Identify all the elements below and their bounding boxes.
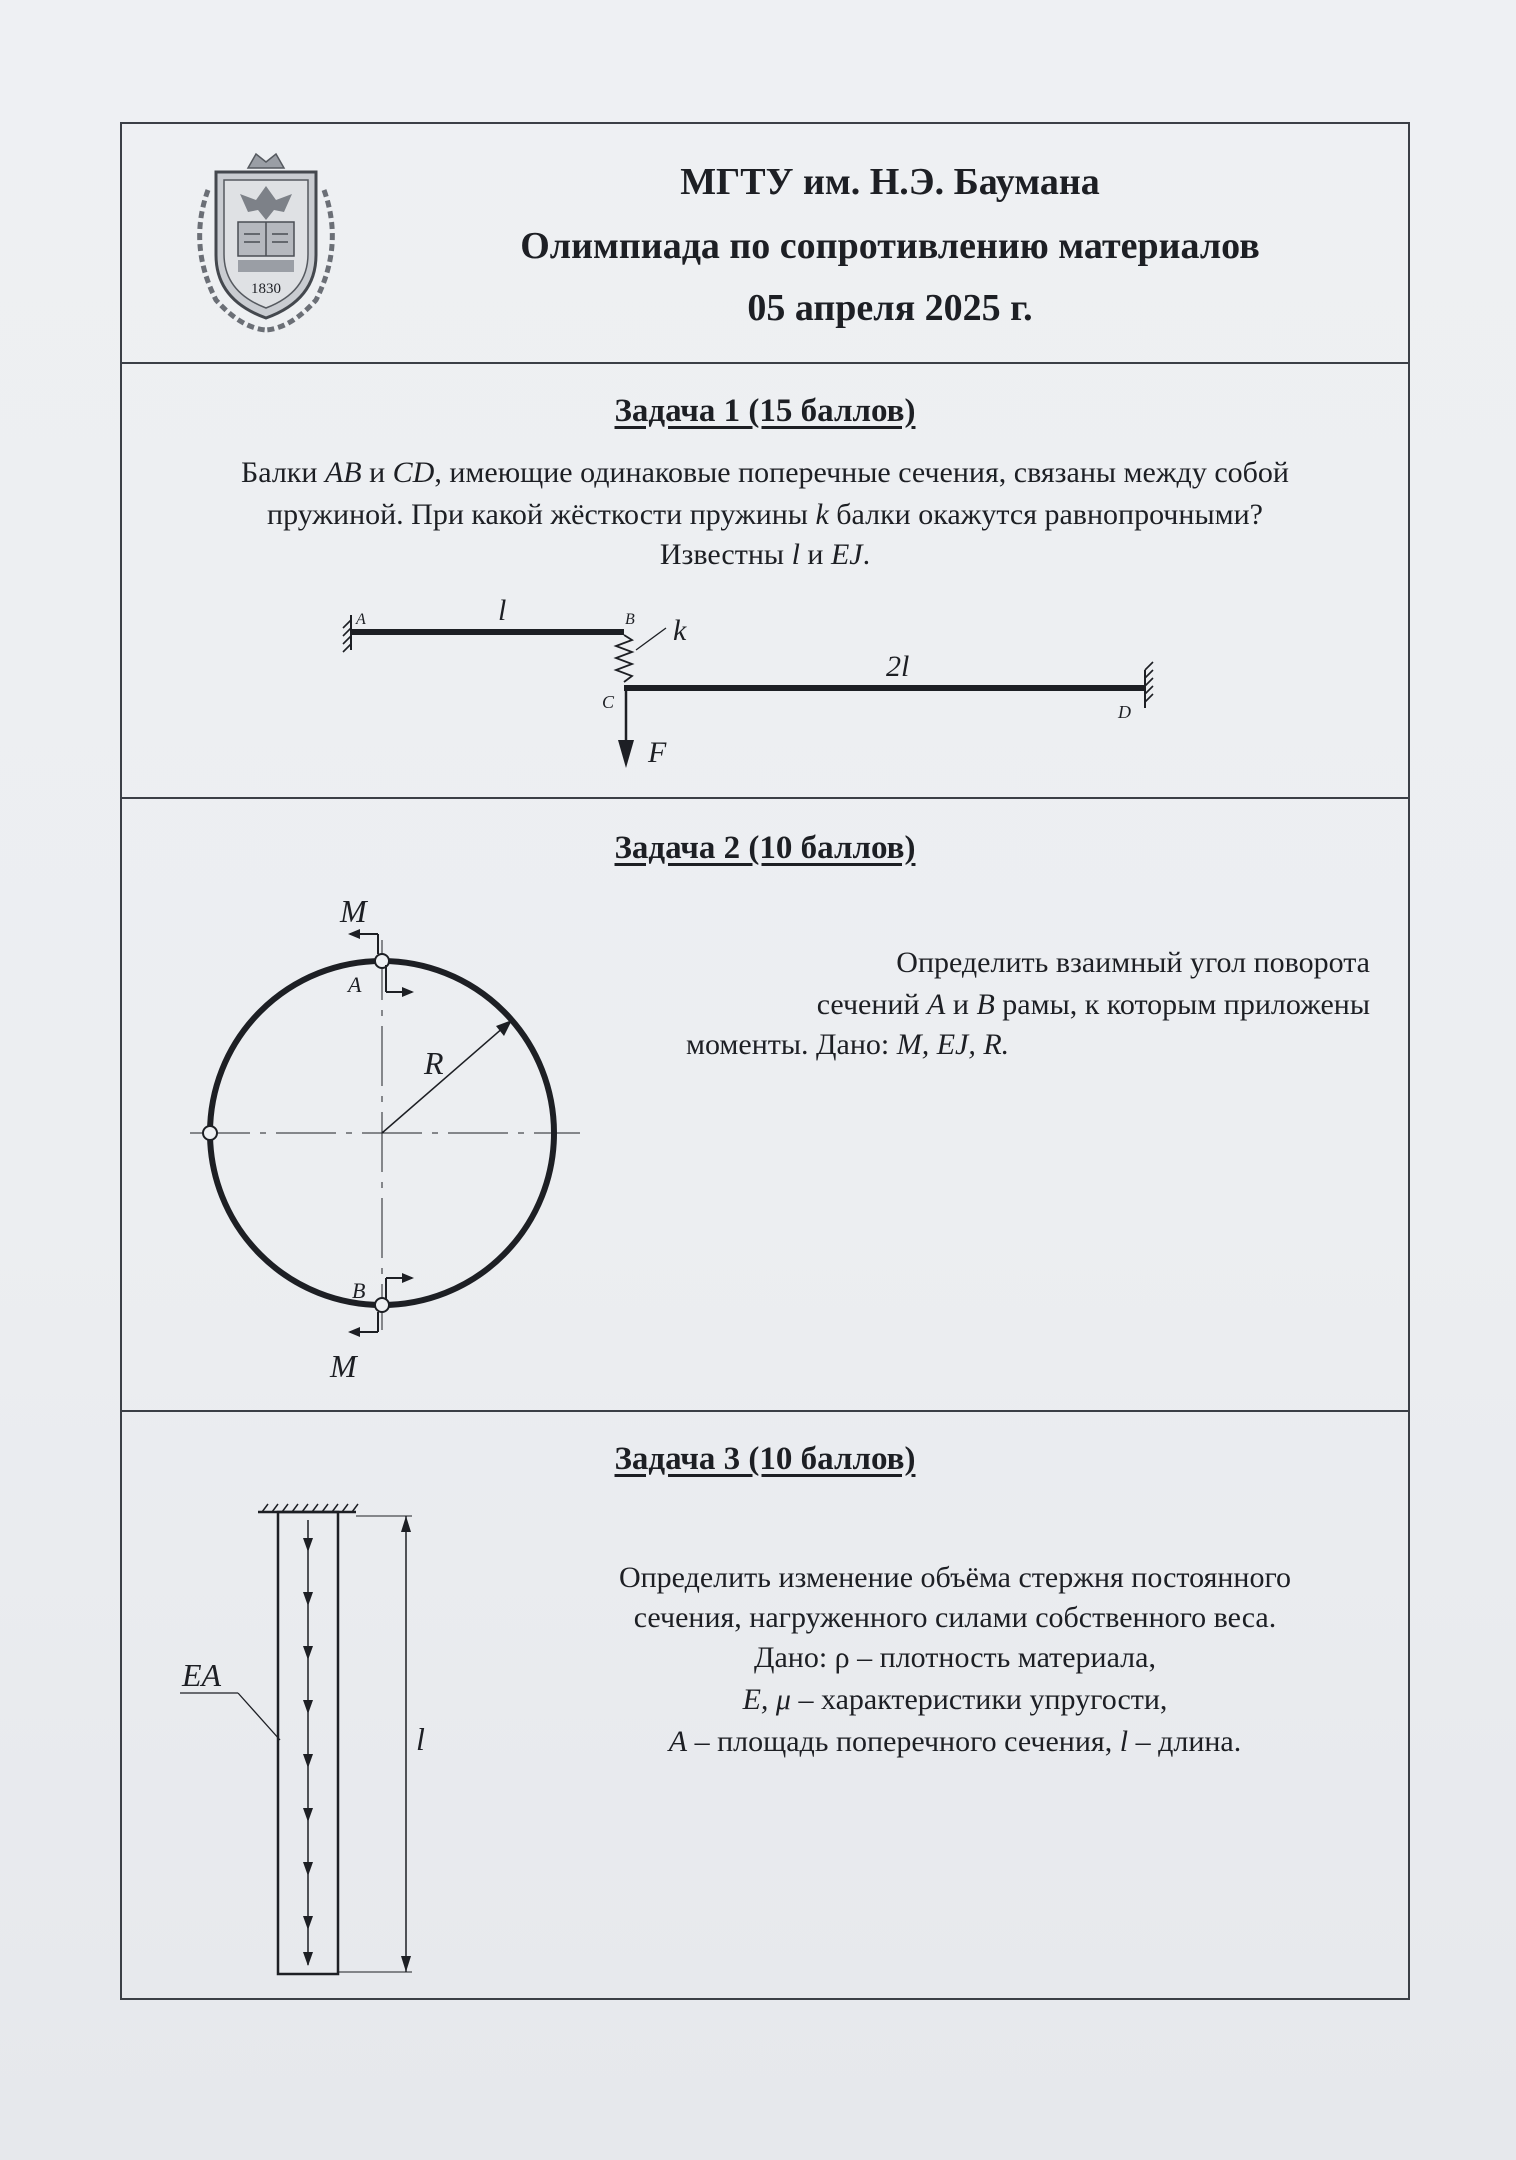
- task1-heading: Задача 1 (15 баллов): [614, 393, 916, 429]
- var-CD: CD: [392, 456, 435, 489]
- hinge-left: [203, 1126, 217, 1140]
- text-run: и: [361, 456, 393, 489]
- text-run: Балки: [241, 456, 325, 489]
- label-l: l: [498, 594, 507, 627]
- moment-bottom-arrowhead: [348, 1327, 360, 1337]
- university-name: МГТУ им. Н.Э. Баумана: [680, 161, 1100, 203]
- moment-top-arrowhead: [348, 929, 360, 939]
- task2-text-line2: [686, 987, 1370, 1023]
- text-run: Дано:: [754, 1641, 835, 1674]
- task3-text-line5: [530, 1724, 1380, 1760]
- text-run: пружиной. При какой жёсткости пружины: [267, 498, 816, 531]
- task1-text-line3: [120, 537, 1410, 573]
- var-rho: ρ: [834, 1641, 850, 1674]
- text-run: балки окажутся равнопрочными?: [828, 498, 1263, 531]
- task1-text-line2: [120, 497, 1410, 533]
- text-run: – площадь поперечного сечения,: [687, 1725, 1120, 1758]
- label-C: C: [602, 692, 615, 712]
- task3-text-line2: сечения, нагруженного силами собственного веса.: [633, 1601, 1277, 1634]
- event-title: Олимпиада по сопротивлению материалов: [520, 225, 1260, 267]
- EA-leader: [238, 1693, 280, 1740]
- label-l: l: [416, 1721, 425, 1757]
- label-A: A: [348, 972, 362, 997]
- text-run: – плотность материала,: [849, 1641, 1156, 1674]
- radius-line: [382, 1020, 512, 1133]
- force-F-arrowhead: [618, 740, 634, 768]
- var-l: l: [1119, 1725, 1129, 1758]
- label-2l: 2l: [886, 650, 910, 683]
- task2-ring-diagram: [190, 880, 590, 1400]
- task3-text-line3: [530, 1640, 1380, 1676]
- label-A: A: [356, 611, 366, 628]
- text-run: сечений: [816, 988, 928, 1021]
- task3-text-line4: [530, 1682, 1380, 1718]
- text-run: Известны: [659, 538, 792, 571]
- text-run: .: [862, 538, 871, 571]
- task2-text-line3: [686, 1027, 1009, 1063]
- var-k: k: [815, 498, 829, 531]
- text-run: и: [945, 988, 977, 1021]
- task2-text-line1: Определить взаимный угол поворота: [896, 946, 1370, 979]
- event-date: 05 апреля 2025 г.: [747, 287, 1033, 329]
- var-E-mu: E, μ: [742, 1683, 791, 1716]
- text-run: – характеристики упругости,: [790, 1683, 1168, 1716]
- label-EA: EA: [182, 1657, 222, 1693]
- var-l: l: [791, 538, 800, 571]
- wall-D-hatch: [1145, 662, 1153, 702]
- label-R: R: [424, 1045, 444, 1081]
- task1-beam-diagram: [340, 590, 1170, 790]
- task3-rod-diagram: [170, 1500, 440, 1990]
- university-emblem: [186, 150, 346, 335]
- task1-text-line1: [120, 455, 1410, 491]
- dimension-arrow-top: [401, 1516, 411, 1532]
- spring-leader: [636, 628, 666, 650]
- var-EJ: EJ: [830, 538, 863, 571]
- label-M-top: M: [340, 893, 367, 929]
- spring: [616, 635, 632, 682]
- text-run: моменты. Дано:: [686, 1028, 897, 1061]
- emblem-year: 1830: [251, 281, 281, 297]
- var-list: M, EJ, R.: [896, 1028, 1010, 1061]
- radius-arrowhead: [496, 1020, 512, 1036]
- label-D: D: [1118, 702, 1131, 722]
- text-run: – длина.: [1128, 1725, 1242, 1758]
- section-B-arrowhead: [402, 1273, 414, 1283]
- hinge-bottom: [375, 1298, 389, 1312]
- label-k: k: [673, 614, 687, 647]
- var-A: A: [927, 988, 946, 1021]
- divider-task1: [120, 797, 1410, 799]
- section-A-arrowhead: [402, 987, 414, 997]
- label-M-bottom: M: [330, 1348, 357, 1384]
- task3-heading: Задача 3 (10 баллов): [614, 1441, 916, 1477]
- task2-heading: Задача 2 (10 баллов): [614, 830, 916, 866]
- var-B: B: [976, 988, 995, 1021]
- label-B: B: [352, 1278, 366, 1303]
- divider-header: [120, 362, 1410, 364]
- label-B: B: [625, 611, 635, 628]
- task3-text-line1: Определить изменение объёма стержня постоянного: [618, 1561, 1292, 1594]
- var-A: A: [668, 1725, 688, 1758]
- text-run: , имеющие одинаковые поперечные сечения, связаны между собой: [434, 456, 1289, 489]
- text-run: и: [799, 538, 831, 571]
- wall-A-hatch: [343, 620, 351, 652]
- dimension-arrow-bottom: [401, 1956, 411, 1972]
- label-F: F: [648, 736, 667, 769]
- text-run: рамы, к которым приложены: [994, 988, 1370, 1021]
- divider-task2: [120, 1410, 1410, 1412]
- var-AB: AB: [324, 456, 362, 489]
